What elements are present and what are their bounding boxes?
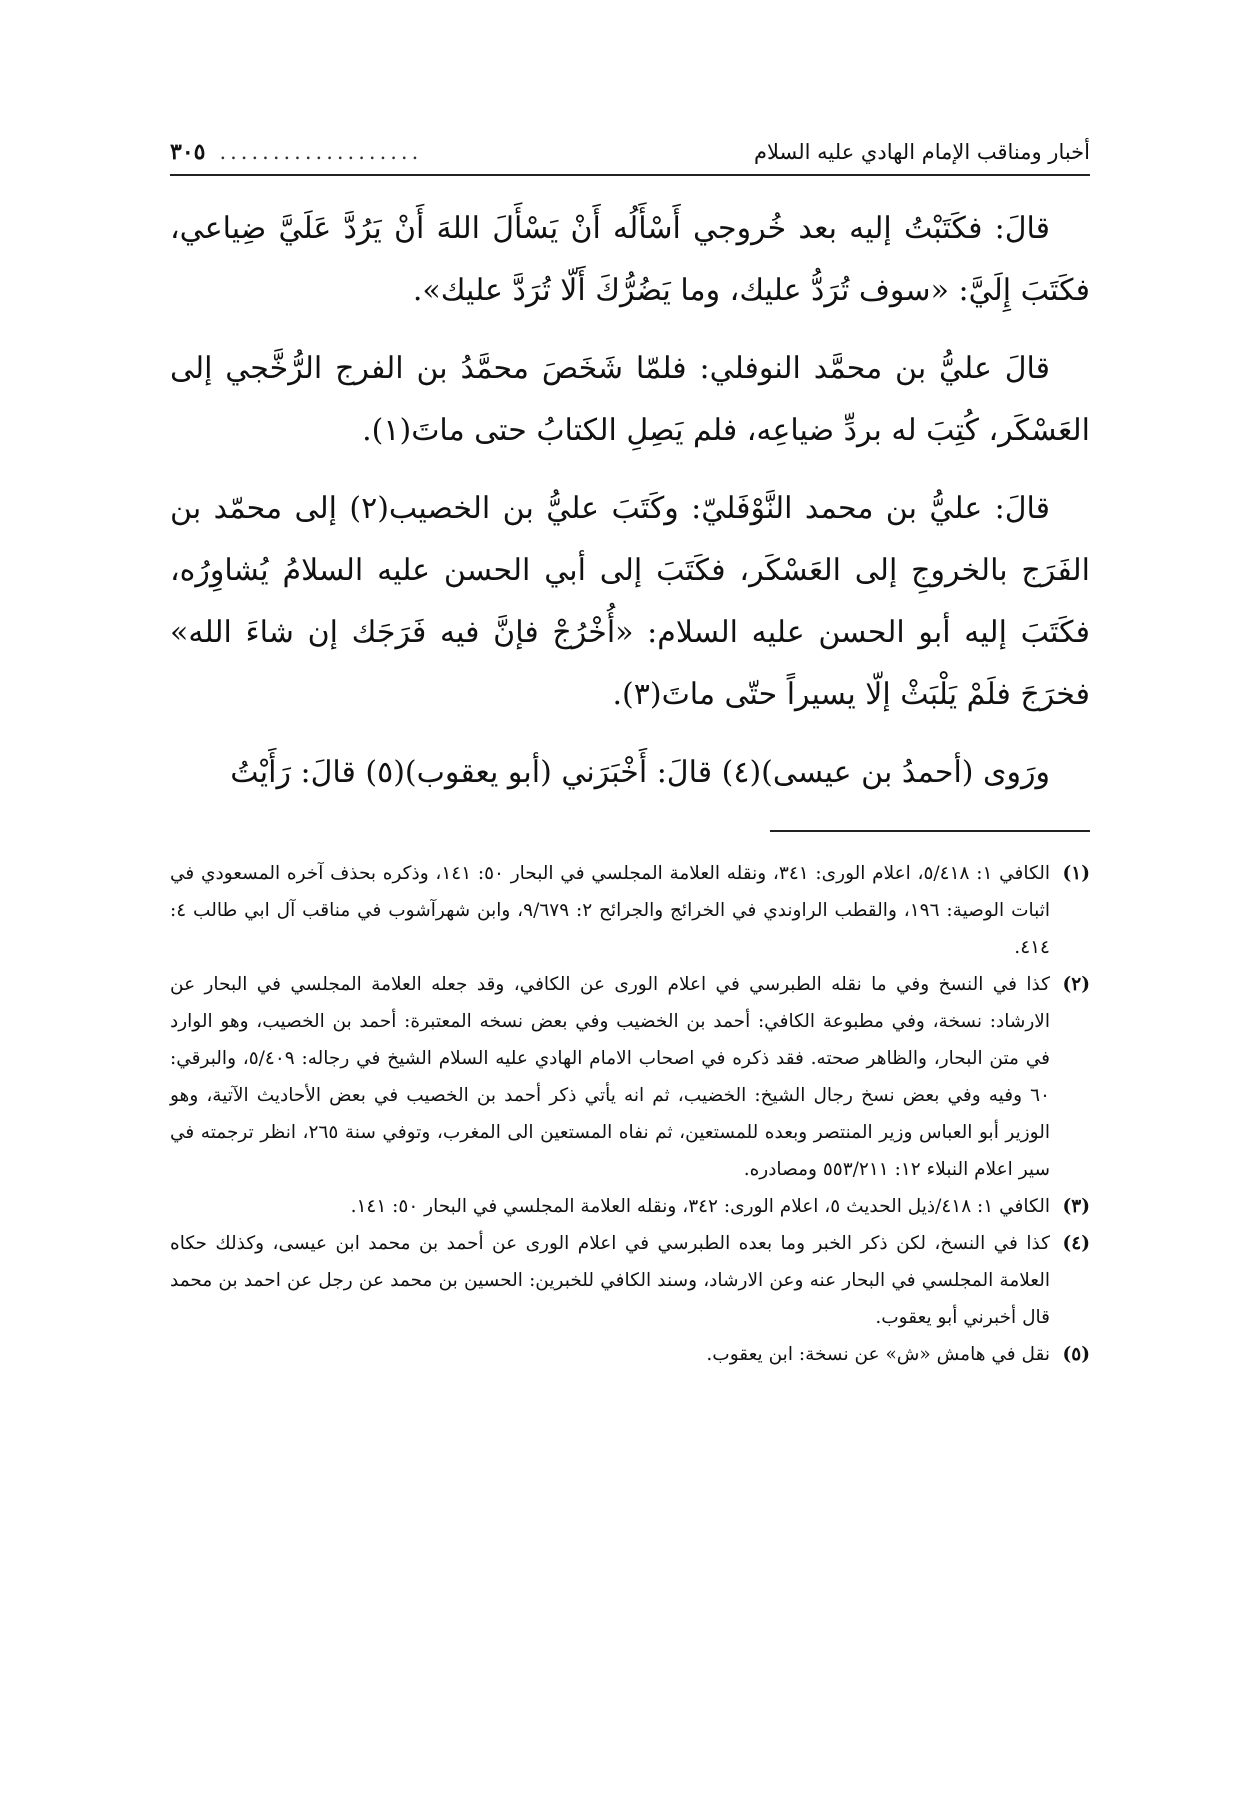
footnote <box>170 855 1090 966</box>
body-paragraph: قالَ: فكَتَبْتُ إليه بعد خُروجي أَسْأَلُه أَنْ يَسْأَلَ اللهَ أَنْ يَرُدَّ عَلَيَّ ضِياعي، فكَتَبَ إِلَيَّ: «سوف تُرَدُّ عليك، وما يَضُرُّكَ أَلّا تُرَدَّ عليك». <box>170 211 1090 308</box>
body-paragraph: ورَوى (أحمدُ بن عيسى)(٤) قالَ: أَخْبَرَني (أبو يعقوب)(٥) قالَ: رَأَيْتُ <box>230 755 1050 790</box>
footnotes <box>170 855 1090 1373</box>
footnote-number: (٥) <box>1062 1344 1090 1365</box>
footnote-text: الكافي ١: ٤١٨/ذيل الحديث ٥، اعلام الورى: ٣٤٢، ونقله العلامة المجلسي في البحار ٥٠: ١٤١. <box>350 1196 1050 1217</box>
footnote-text: كذا في النسخ وفي ما نقله الطبرسي في اعلام الورى عن الكافي، وقد جعله العلامة المجلسي في البحار عن الارشاد: نسخة، وفي مطبوعة الكافي: أحمد بن الخضيب وفي بعض نسخه المعتبرة: أحمد بن الخصيب، وهو الوارد في متن البحار، والظاهر صحته. فقد ذكره في اصحاب الامام الهادي عليه السلام الشيخ في رجاله: ٥/٤٠٩، والبرقي: ٦٠ وفيه وفي بعض نسخ رجال الشيخ: الخضيب، ثم انه يأتي ذكر أحمد بن الخصيب في بعض الأحاديث الآتية، وهو الوزير أبو العباس وزير المنتصر وبعده للمستعين، ثم نفاه المستعين الى المغرب، وتوفي سنة ٢٦٥، انظر ترجمته في سير اعلام النبلاء ١٢: ٥٥٣/٢١١ ومصادره. <box>170 974 1050 1180</box>
main-text <box>170 198 1090 820</box>
header-dot-leader: ................... <box>219 140 423 164</box>
body-paragraph: قالَ: عليُّ بن محمد النَّوْفَليّ: وكَتَبَ عليُّ بن الخصيب(٢) إلى محمّد بن الفَرَج بالخروجِ إلى العَسْكَر، فكَتَبَ إلى أبي الحسن عليه السلامُ يُشاوِرُه، فكَتَبَ إليه أبو الحسن عليه السلام: «أُخْرُجْ فإنَّ فيه فَرَجَك إن شاءَ الله» فخرَجَ فلَمْ يَلْبَثْ إلّا يسيراً حتّى ماتَ(٣). <box>170 491 1090 712</box>
footnote-number: (٤) <box>1062 1233 1090 1254</box>
footnote <box>170 966 1090 1188</box>
footnote-separator <box>770 830 1090 832</box>
footnote <box>170 1225 1090 1336</box>
footnote <box>170 1336 1090 1373</box>
footnote-text: كذا في النسخ، لكن ذكر الخبر وما بعده الطبرسي في اعلام الورى عن أحمد بن محمد ابن عيسى، وكذلك حكاه العلامة المجلسي في البحار عنه وعن الارشاد، وسند الكافي للخبرين: الحسين بن محمد عن رجل عن احمد بن محمد قال أخبرني أبو يعقوب. <box>170 1233 1050 1328</box>
footnote-number: (٣) <box>1062 1196 1090 1217</box>
page-number: ٣٠٥ <box>170 139 206 165</box>
running-title: أخبار ومناقب الإمام الهادي عليه السلام <box>754 140 1090 164</box>
footnote-text: الكافي ١: ٥/٤١٨، اعلام الورى: ٣٤١، ونقله العلامة المجلسي في البحار ٥٠: ١٤١، وذكره بحذف آخره المسعودي في اثبات الوصية: ١٩٦، والقطب الراوندي في الخرائج والجرائح ٢: ٩/٦٧٩، وابن شهرآشوب في مناقب آل ابي طالب ٤: ٤١٤. <box>170 863 1050 958</box>
footnote <box>170 1188 1090 1225</box>
footnote-number: (١) <box>1062 863 1090 884</box>
footnote-number: (٢) <box>1062 974 1090 995</box>
footnote-text: نقل في هامش «ش» عن نسخة: ابن يعقوب. <box>706 1344 1050 1365</box>
body-paragraph: قالَ عليُّ بن محمَّد النوفلي: فلمّا شَخَصَ محمَّدُ بن الفرج الرُّخَّجي إلى العَسْكَر، كُتِبَ له بردِّ ضياعِه، فلم يَصِلِ الكتابُ حتى ماتَ(١). <box>170 351 1090 448</box>
running-header <box>170 130 1090 176</box>
